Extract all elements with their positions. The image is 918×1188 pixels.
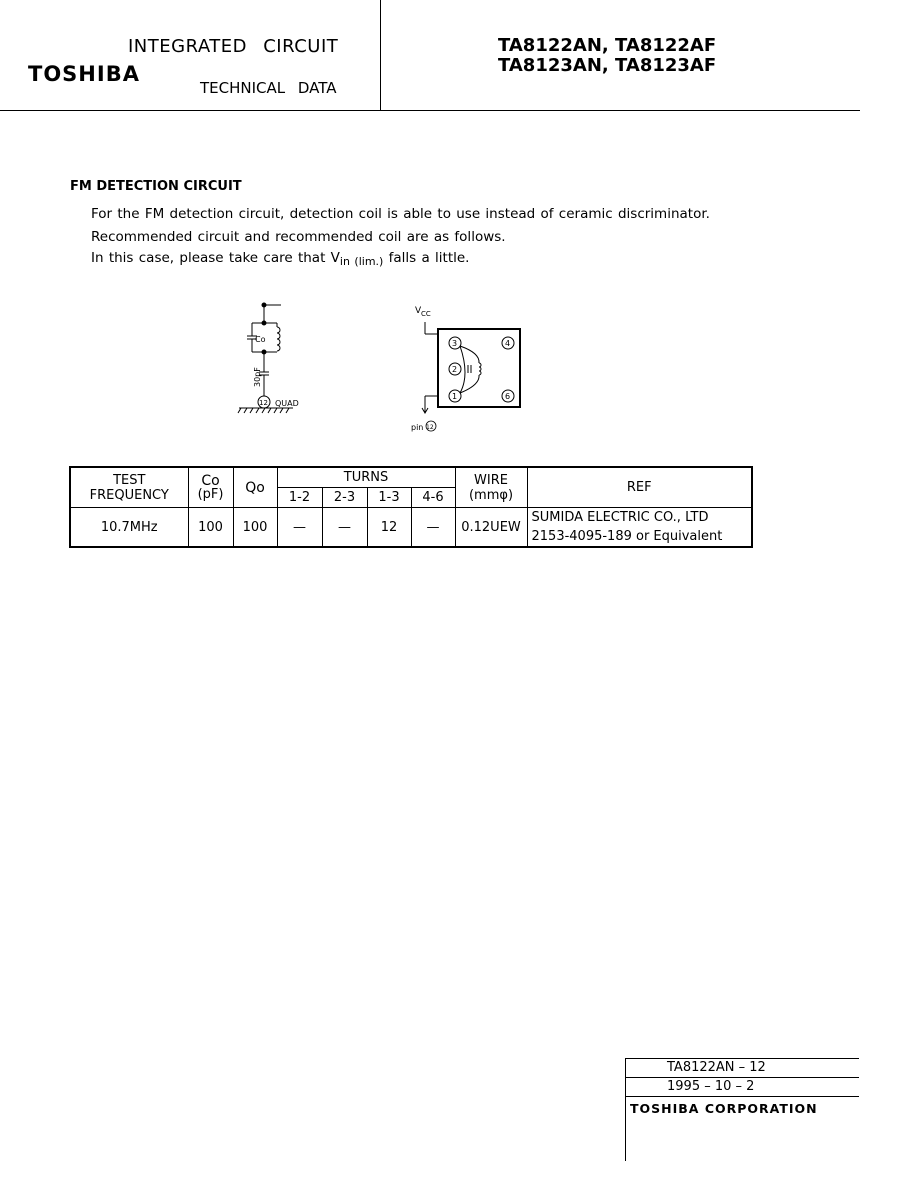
part-numbers-line2: TA8123AN, TA8123AF	[498, 55, 717, 76]
col-wire	[455, 467, 527, 508]
footer-divider-1	[625, 1058, 859, 1059]
cell-turns-4-6: —	[411, 508, 455, 548]
pin-12-label: 12	[259, 399, 268, 407]
cell-ref	[527, 508, 752, 548]
h-wire-unit: (mmφ)	[468, 487, 514, 503]
h-test: TEST	[113, 472, 146, 488]
col-qo: Qo	[233, 467, 277, 508]
paragraph-3-pre: In this case, please take care that V	[91, 250, 340, 266]
footer-divider-vertical	[625, 1058, 626, 1161]
pin-out-label: pin	[411, 423, 424, 432]
part-numbers	[498, 36, 716, 76]
vcc-v: V	[415, 306, 422, 316]
coil-pin-3: 3	[452, 339, 458, 348]
col-test-frequency	[70, 467, 188, 508]
cell-qo: 100	[233, 508, 277, 548]
h-wire: WIRE	[474, 472, 508, 488]
header-divider-horizontal	[0, 110, 860, 111]
col-turns-4-6: 4-6	[411, 488, 455, 508]
header-integrated-circuit: INTEGRATED CIRCUIT	[128, 36, 339, 57]
coil-pin-6: 6	[505, 392, 511, 401]
paragraph-2: Recommended circuit and recommended coil are as follows.	[91, 229, 506, 245]
footer-page-number: TA8122AN – 12	[667, 1060, 766, 1075]
cell-co: 100	[188, 508, 233, 548]
cell-frequency: 10.7MHz	[70, 508, 188, 548]
coil-spec-table	[69, 466, 753, 548]
ref-line-1: SUMIDA ELECTRIC CO., LTD	[531, 510, 709, 525]
header-divider-vertical	[380, 0, 381, 110]
footer-divider-2	[625, 1077, 859, 1078]
table-row	[70, 508, 752, 548]
cell-turns-1-2: —	[277, 508, 322, 548]
vcc-sub: CC	[421, 310, 431, 318]
cell-turns-2-3: —	[322, 508, 367, 548]
cap-label: 30pF	[253, 367, 262, 387]
paragraph-1: For the FM detection circuit, detection coil is able to use instead of ceramic discriminator.	[91, 206, 710, 222]
brand-logo: TOSHIBA	[28, 62, 140, 86]
coil-pin-2: 2	[452, 365, 458, 374]
paragraph-3	[91, 250, 469, 268]
coil-pin-1: 1	[452, 392, 458, 401]
col-co	[188, 467, 233, 508]
co-label: Co	[255, 335, 266, 344]
col-turns: TURNS	[277, 467, 455, 488]
vcc-label	[415, 306, 431, 318]
footer-divider-3	[625, 1096, 859, 1097]
detection-circuit-diagrams	[225, 295, 525, 440]
part-numbers-line1: TA8122AN, TA8122AF	[498, 35, 717, 56]
quad-circuit	[238, 303, 293, 413]
h-frequency: FREQUENCY	[89, 487, 169, 503]
footer-date: 1995 – 10 – 2	[667, 1079, 755, 1094]
ref-line-2: 2153-4095-189 or Equivalent	[531, 529, 723, 544]
footer-corporation: TOSHIBA CORPORATION	[630, 1101, 818, 1116]
col-turns-1-2: 1-2	[277, 488, 322, 508]
col-ref: REF	[527, 467, 752, 508]
h-co-unit: (pF)	[197, 486, 224, 502]
vin-subscript: in (lim.)	[339, 255, 384, 268]
cell-turns-1-3: 12	[367, 508, 411, 548]
h-co: Co	[201, 472, 220, 489]
paragraph-3-post: falls a little.	[383, 250, 470, 266]
col-turns-1-3: 1-3	[367, 488, 411, 508]
coil-pin-4: 4	[505, 339, 511, 348]
pin-out-number: 12	[426, 424, 434, 431]
section-title: FM DETECTION CIRCUIT	[70, 179, 242, 194]
cell-wire: 0.12UEW	[455, 508, 527, 548]
col-turns-2-3: 2-3	[322, 488, 367, 508]
header-technical-data: TECHNICAL DATA	[200, 79, 337, 97]
table-header-row-1	[70, 467, 752, 488]
quad-label: QUAD	[275, 399, 299, 408]
